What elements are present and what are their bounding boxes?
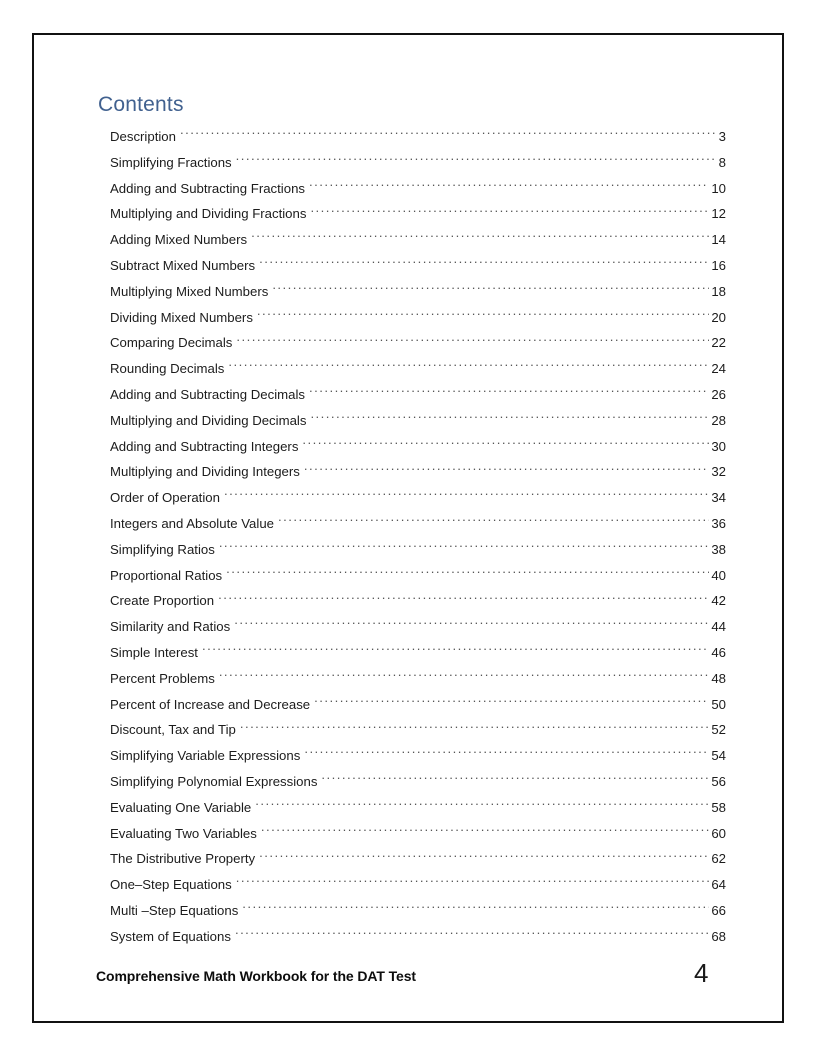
toc-entry-title: Adding and Subtracting Integers xyxy=(110,438,299,454)
toc-entry-page-number: 36 xyxy=(711,515,726,531)
toc-entry-page-number: 28 xyxy=(711,412,726,428)
toc-entry-title: Simplifying Ratios xyxy=(110,541,215,557)
toc-entry-page-number: 16 xyxy=(711,257,726,273)
toc-entry-page-number: 46 xyxy=(711,644,726,660)
toc-leader-dots xyxy=(224,488,709,501)
toc-entry[interactable] xyxy=(96,408,726,434)
toc-leader-dots xyxy=(310,411,709,424)
toc-entry-page-number: 50 xyxy=(711,696,726,712)
toc-leader-dots xyxy=(240,720,709,733)
toc-leader-dots xyxy=(302,437,709,450)
toc-leader-dots xyxy=(236,153,717,166)
toc-entry-page-number: 30 xyxy=(711,438,726,454)
toc-entry[interactable] xyxy=(96,898,726,924)
toc-entry[interactable] xyxy=(96,924,726,950)
toc-leader-dots xyxy=(218,591,709,604)
toc-entry-title: Integers and Absolute Value xyxy=(110,515,274,531)
toc-entry-title: System of Equations xyxy=(110,928,231,944)
toc-entry-page-number: 48 xyxy=(711,670,726,686)
toc-leader-dots xyxy=(321,772,709,785)
toc-entry[interactable] xyxy=(96,588,726,614)
toc-entry-title: Multiplying Mixed Numbers xyxy=(110,283,269,299)
toc-entry-title: Proportional Ratios xyxy=(110,567,223,583)
toc-entry[interactable] xyxy=(96,821,726,847)
toc-entry-title: Percent Problems xyxy=(110,670,215,686)
toc-entry-title: Evaluating Two Variables xyxy=(110,825,257,841)
toc-leader-dots xyxy=(259,849,709,862)
toc-entry-page-number: 26 xyxy=(711,386,726,402)
toc-entry-page-number: 42 xyxy=(711,593,726,609)
footer-book-title: Comprehensive Math Workbook for the DAT Test xyxy=(96,968,416,984)
toc-entry-title: Multiplying and Dividing Integers xyxy=(110,464,300,480)
toc-entry[interactable] xyxy=(96,434,726,460)
toc-entry-page-number: 14 xyxy=(711,232,726,248)
toc-entry-page-number: 18 xyxy=(711,283,726,299)
toc-entry-page-number: 3 xyxy=(718,129,726,144)
toc-entry[interactable] xyxy=(96,124,726,150)
toc-entry-page-number: 24 xyxy=(711,361,726,377)
toc-entry-title: Simplifying Fractions xyxy=(110,154,232,170)
toc-entry-title: Simple Interest xyxy=(110,644,198,660)
toc-entry[interactable] xyxy=(96,511,726,537)
toc-entry-title: Create Proportion xyxy=(110,593,215,609)
toc-leader-dots xyxy=(236,333,709,346)
toc-entry[interactable] xyxy=(96,176,726,202)
toc-leader-dots xyxy=(180,127,717,140)
page-content xyxy=(96,92,726,950)
toc-entry-title: Adding and Subtracting Fractions xyxy=(110,180,305,196)
toc-entry-page-number: 64 xyxy=(711,877,726,893)
toc-leader-dots xyxy=(202,643,709,656)
toc-entry-title: Multiplying and Dividing Fractions xyxy=(110,206,307,222)
toc-entry-title: Discount, Tax and Tip xyxy=(110,722,236,738)
toc-leader-dots xyxy=(255,798,709,811)
toc-leader-dots xyxy=(304,746,709,759)
toc-leader-dots xyxy=(251,230,709,243)
toc-leader-dots xyxy=(259,256,709,269)
toc-entry[interactable] xyxy=(96,201,726,227)
toc-leader-dots xyxy=(219,669,710,682)
toc-entry-page-number: 12 xyxy=(711,206,726,222)
page-title: Contents xyxy=(98,93,184,116)
toc-leader-dots xyxy=(309,385,709,398)
toc-entry-title: Description xyxy=(110,129,176,144)
toc-entry-title: Adding and Subtracting Decimals xyxy=(110,386,305,402)
toc-entry-page-number: 44 xyxy=(711,619,726,635)
toc-entry-page-number: 32 xyxy=(711,464,726,480)
toc-leader-dots xyxy=(228,359,709,372)
toc-entry-title: Simplifying Variable Expressions xyxy=(110,748,301,764)
toc-entry[interactable] xyxy=(96,459,726,485)
toc-entry[interactable] xyxy=(96,150,726,176)
toc-entry[interactable] xyxy=(96,717,726,743)
toc-entry[interactable] xyxy=(96,666,726,692)
toc-leader-dots xyxy=(235,927,709,940)
toc-entry-title: Simplifying Polynomial Expressions xyxy=(110,773,318,789)
toc-entry[interactable] xyxy=(96,692,726,718)
toc-entry-page-number: 34 xyxy=(711,490,726,506)
toc-entry-title: Comparing Decimals xyxy=(110,335,233,351)
toc-entry-page-number: 60 xyxy=(711,825,726,841)
toc-entry-page-number: 66 xyxy=(711,902,726,918)
toc-leader-dots xyxy=(226,566,709,579)
toc-entry-page-number: 54 xyxy=(711,748,726,764)
toc-entry[interactable] xyxy=(96,537,726,563)
toc-entry[interactable] xyxy=(96,614,726,640)
toc-entry[interactable] xyxy=(96,795,726,821)
toc-leader-dots xyxy=(236,875,710,888)
toc-entry[interactable] xyxy=(96,563,726,589)
toc-leader-dots xyxy=(278,514,709,527)
toc-entry-page-number: 8 xyxy=(718,154,726,170)
toc-entry-title: Subtract Mixed Numbers xyxy=(110,257,256,273)
toc-leader-dots xyxy=(261,824,709,837)
toc-entry-title: Adding Mixed Numbers xyxy=(110,232,248,248)
toc-leader-dots xyxy=(242,901,709,914)
toc-entry[interactable] xyxy=(96,330,726,356)
toc-entry-title: Dividing Mixed Numbers xyxy=(110,309,253,325)
toc-entry[interactable] xyxy=(96,279,726,305)
toc-entry-page-number: 22 xyxy=(711,335,726,351)
toc-entry[interactable] xyxy=(96,253,726,279)
toc-leader-dots xyxy=(272,282,709,295)
toc-leader-dots xyxy=(234,617,709,630)
toc-entry[interactable] xyxy=(96,743,726,769)
toc-entry-title: One–Step Equations xyxy=(110,877,232,893)
toc-entry-page-number: 40 xyxy=(711,567,726,583)
toc-entry-title: Rounding Decimals xyxy=(110,361,225,377)
toc-entry[interactable] xyxy=(96,640,726,666)
toc-entry-page-number: 62 xyxy=(711,851,726,867)
toc-leader-dots xyxy=(310,204,709,217)
toc-leader-dots xyxy=(304,462,709,475)
toc-entry[interactable] xyxy=(96,872,726,898)
toc-entry-page-number: 58 xyxy=(711,799,726,815)
toc-entry[interactable] xyxy=(96,846,726,872)
toc-entry-page-number: 10 xyxy=(711,180,726,196)
toc-leader-dots xyxy=(257,308,709,321)
toc-entry-title: The Distributive Property xyxy=(110,851,256,867)
toc-entry[interactable] xyxy=(96,227,726,253)
toc-entry-title: Evaluating One Variable xyxy=(110,799,252,815)
toc-entry[interactable] xyxy=(96,769,726,795)
footer-page-number: 4 xyxy=(694,958,709,988)
toc-entry-page-number: 68 xyxy=(711,928,726,944)
toc-entry-title: Percent of Increase and Decrease xyxy=(110,696,311,712)
toc-leader-dots xyxy=(314,695,709,708)
toc-entry[interactable] xyxy=(96,382,726,408)
toc-leader-dots xyxy=(309,179,709,192)
page-footer xyxy=(96,958,726,1002)
toc-entry-page-number: 52 xyxy=(711,722,726,738)
toc-entry-title: Order of Operation xyxy=(110,490,220,506)
toc-entry-title: Multiplying and Dividing Decimals xyxy=(110,412,307,428)
toc-entry[interactable] xyxy=(96,485,726,511)
toc-entry-title: Similarity and Ratios xyxy=(110,619,231,635)
toc-leader-dots xyxy=(219,540,710,553)
toc-entry-title: Multi –Step Equations xyxy=(110,902,239,918)
toc-entry-page-number: 20 xyxy=(711,309,726,325)
toc-entry-page-number: 38 xyxy=(711,541,726,557)
toc-entry[interactable] xyxy=(96,356,726,382)
table-of-contents xyxy=(96,124,726,950)
toc-entry[interactable] xyxy=(96,305,726,331)
toc-entry-page-number: 56 xyxy=(711,773,726,789)
